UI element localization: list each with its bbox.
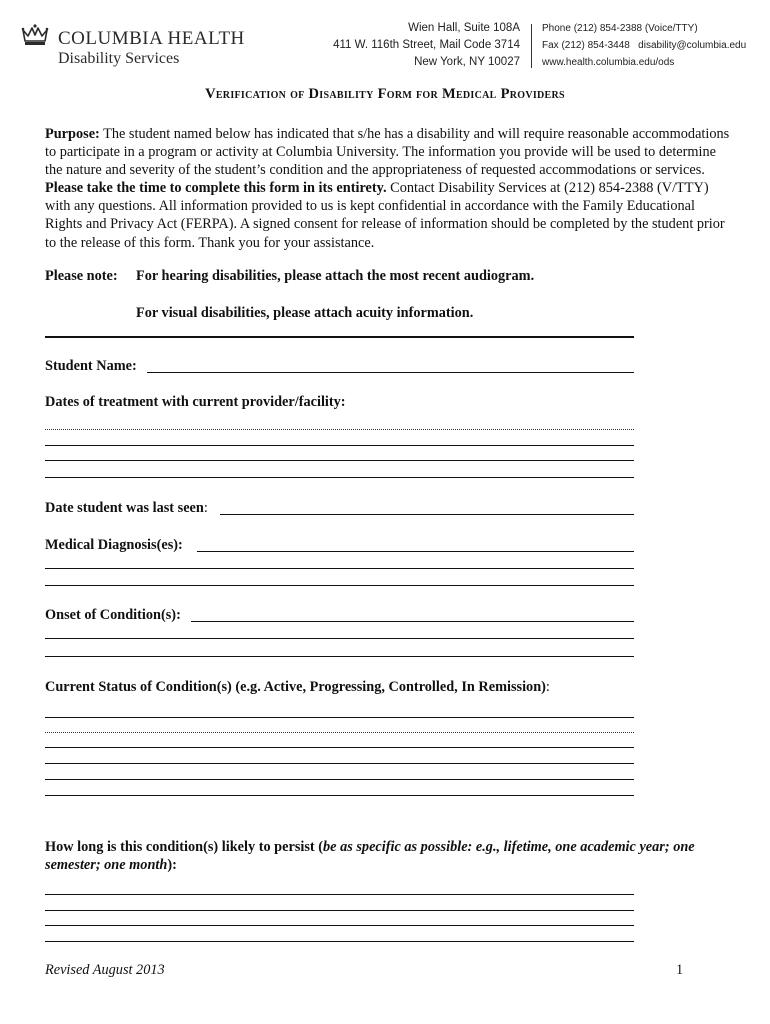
dept-name: Disability Services	[58, 50, 180, 67]
note-label: Please note:	[45, 268, 118, 284]
dates-treatment-field-3[interactable]	[45, 460, 634, 461]
purpose-text-1: The student named below has indicated that s/he has a disability and will require reasonable accommodations to participate in a program or activity at Columbia University. The information you provide will be used to determine the nature and severity of the student’s condition and the appropriateness of requested accommodations or services.	[45, 126, 730, 179]
current-status-field-4[interactable]	[45, 763, 634, 764]
persist-field-3[interactable]	[45, 925, 634, 926]
purpose-text-2: Contact Disability Services at (212) 854-2388 (V/TTY) with any questions. All information provided to us is kept confidential in accordance with the Family Educational Rights and Privacy Act (FERPA). A signed consent for release of information should be completed by the student prior to the release of this form. Thank you for your assistance.	[45, 180, 725, 251]
date-last-seen-field[interactable]	[220, 514, 634, 515]
header-divider	[531, 24, 532, 68]
fax-email-text: Fax (212) 854-3448 disability@columbia.edu	[542, 40, 747, 51]
persist-field-2[interactable]	[45, 910, 634, 911]
current-status-field-1[interactable]	[45, 717, 634, 718]
section-divider	[45, 336, 634, 338]
note-visual: For visual disabilities, please attach acuity information.	[136, 305, 474, 321]
persist-text-c: ):	[167, 857, 177, 873]
current-status-field-5[interactable]	[45, 779, 634, 780]
onset-field-2[interactable]	[45, 638, 634, 639]
persist-text-a: How long is this condition(s) likely to persist (	[45, 839, 324, 855]
current-status-text: Current Status of Condition(s) (e.g. Active, Progressing, Controlled, In Remission)	[45, 679, 546, 695]
address-line-2: 411 W. 116th Street, Mail Code 3714	[333, 39, 520, 51]
diagnosis-field-2[interactable]	[45, 568, 634, 569]
onset-field-3[interactable]	[45, 656, 634, 657]
student-name-field[interactable]	[147, 372, 634, 373]
address-line-1: Wien Hall, Suite 108A	[408, 22, 520, 34]
purpose-bold-text: Please take the time to complete this form in its entirety.	[45, 180, 387, 197]
onset-field-1[interactable]	[191, 621, 634, 622]
onset-label: Onset of Condition(s):	[45, 607, 181, 623]
dates-treatment-field-4[interactable]	[45, 477, 634, 478]
dates-treatment-label: Dates of treatment with current provider/facility:	[45, 394, 346, 410]
diagnosis-field-1[interactable]	[197, 551, 634, 552]
current-status-label	[45, 679, 550, 696]
purpose-paragraph	[45, 125, 730, 252]
diagnosis-field-3[interactable]	[45, 585, 634, 586]
diagnosis-label: Medical Diagnosis(es):	[45, 537, 183, 553]
page-number: 1	[676, 962, 684, 978]
date-last-seen-label	[45, 500, 208, 517]
date-last-seen-text: Date student was last seen	[45, 500, 204, 516]
persist-text-b: be as specific as possible: e.g., lifetime, one academic year; one semester; one month	[45, 839, 695, 873]
revised-date: Revised August 2013	[45, 962, 165, 978]
phone-text: Phone (212) 854-2388 (Voice/TTY)	[542, 23, 698, 34]
persist-field-4[interactable]	[45, 941, 634, 942]
org-name: COLUMBIA HEALTH	[58, 28, 245, 49]
form-title: Verification of Disability Form for Medical Providers	[205, 86, 565, 102]
persist-field-1[interactable]	[45, 894, 634, 895]
current-status-field-2[interactable]	[45, 732, 634, 733]
purpose-label: Purpose:	[45, 126, 100, 142]
crown-logo-icon	[20, 22, 50, 48]
dates-treatment-field-2[interactable]	[45, 445, 634, 446]
note-hearing: For hearing disabilities, please attach the most recent audiogram.	[136, 268, 535, 284]
current-status-field-6[interactable]	[45, 795, 634, 796]
current-status-field-3[interactable]	[45, 747, 634, 748]
address-line-3: New York, NY 10027	[414, 56, 520, 68]
website-text: www.health.columbia.edu/ods	[542, 57, 675, 68]
dates-treatment-field-1[interactable]	[45, 429, 634, 430]
persist-label	[45, 838, 725, 874]
date-last-seen-colon: :	[203, 500, 208, 516]
current-status-colon: :	[545, 679, 550, 695]
student-name-label: Student Name:	[45, 358, 137, 374]
